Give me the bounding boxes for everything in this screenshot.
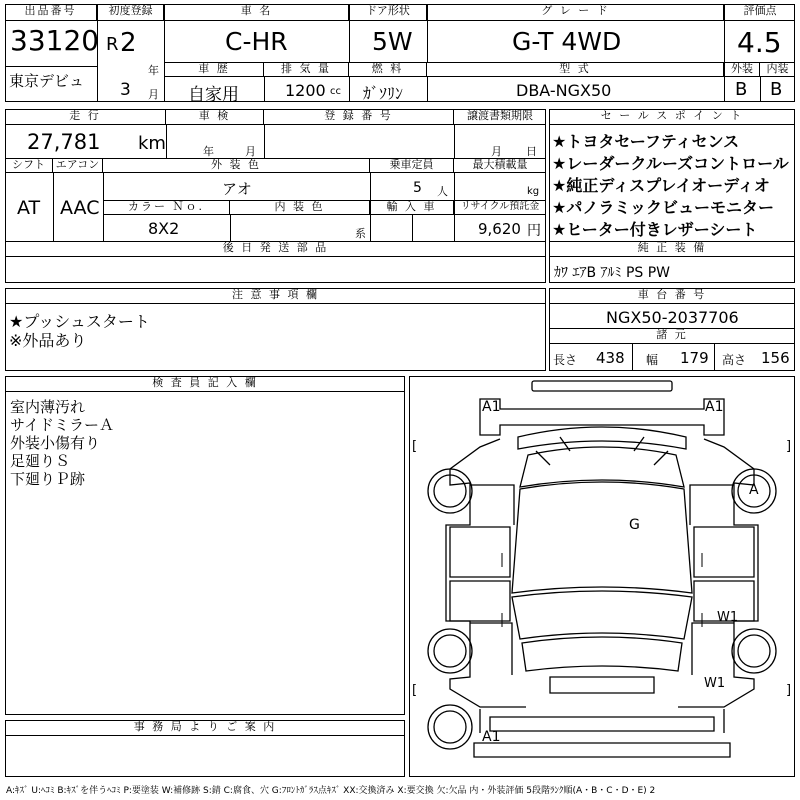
- shift: AT: [17, 197, 41, 219]
- recycle-unit: 円: [527, 223, 541, 239]
- chassis-number: NGX50-2037706: [606, 308, 739, 327]
- bracket-right: ]: [786, 439, 792, 454]
- ac-label: エアコン: [53, 158, 103, 173]
- int-label: 内装: [760, 62, 795, 77]
- capacity-unit: 人: [437, 185, 448, 198]
- sales-point-item: ★ヒーター付きレザーシート: [552, 220, 758, 239]
- ac: AAC: [60, 197, 100, 219]
- inspector-line: 足廻りＳ: [10, 452, 71, 470]
- color-label: 外 装 色: [103, 158, 370, 173]
- displacement: 1200: [285, 81, 326, 100]
- fuel: ｶﾞｿﾘﾝ: [363, 84, 404, 103]
- divider: [230, 215, 231, 241]
- debut-label: 東京デビュ: [9, 72, 85, 90]
- load-unit: kg: [527, 186, 540, 197]
- inspector-label: 検 査 員 記 入 欄: [5, 376, 405, 392]
- ext-label: 外装: [725, 62, 760, 77]
- door: 5W: [372, 27, 413, 56]
- bracket-left: [: [412, 439, 418, 454]
- divider: [349, 77, 350, 102]
- score: 4.5: [737, 26, 782, 59]
- history: 自家用: [188, 85, 239, 105]
- office-label: 事 務 局 よ り ご 案 内: [5, 720, 405, 736]
- mileage: 27,781: [27, 130, 101, 154]
- color-no: 8X2: [148, 219, 180, 238]
- reg-no-label: 登 録 番 号: [264, 109, 454, 125]
- dims-label: 諸 元: [549, 328, 795, 344]
- displacement-unit: cc: [330, 86, 341, 97]
- lot-no: 33120: [10, 24, 100, 57]
- car-diagram-svg: [410, 377, 794, 776]
- transfer-label: 譲渡書類期限: [454, 109, 546, 125]
- divider: [264, 77, 265, 102]
- grade: G-T 4WD: [512, 27, 622, 56]
- divider: [454, 125, 455, 158]
- sales-point-item: ★純正ディスプレイオーディオ: [552, 176, 770, 195]
- sales-point-item: ★パノラミックビューモニター: [552, 198, 775, 217]
- capacity-label: 乗車定員: [370, 158, 454, 173]
- inspection-month-unit: 月: [245, 145, 256, 158]
- shift-label: シフト: [5, 158, 53, 173]
- bracket-right: ]: [786, 683, 792, 698]
- sales-points-label: セ ー ル ス ポ イ ン ト: [549, 109, 795, 125]
- displacement-label: 排 気 量: [264, 62, 349, 77]
- mark-wheel-right: A: [749, 482, 759, 498]
- mark-rear: A1: [482, 729, 501, 745]
- fuel-label: 燃 料: [349, 62, 427, 77]
- divider: [760, 77, 761, 102]
- capacity: 5: [413, 180, 422, 196]
- width-label: 幅: [646, 353, 659, 367]
- divider: [412, 215, 413, 241]
- inspection-year-unit: 年: [203, 145, 214, 158]
- inspector-line: 外装小傷有り: [10, 434, 101, 452]
- chassis-label: 車 台 番 号: [549, 288, 795, 304]
- recycle-label: リサイクル預託金: [454, 200, 546, 215]
- model: DBA-NGX50: [516, 81, 612, 100]
- mileage-label: 走 行: [5, 109, 166, 125]
- int-grade: B: [770, 79, 783, 100]
- int-color-label: 内 装 色: [230, 200, 370, 215]
- later-parts-label: 後 日 発 送 部 品: [5, 241, 546, 257]
- height-label: 高さ: [722, 353, 747, 367]
- grade-label: グ レ ー ド: [428, 4, 724, 21]
- car-name-label: 車 名: [165, 4, 349, 21]
- reg-month: 3: [120, 80, 131, 100]
- mileage-unit: km: [138, 133, 166, 154]
- model-label: 型 式: [427, 62, 724, 77]
- first-reg-label: 初度登録: [98, 4, 164, 21]
- sales-point-item: ★トヨタセーフティセンス: [552, 132, 740, 151]
- transfer-day-unit: 日: [526, 145, 537, 158]
- color-no-label: カラー Ｎｏ.: [103, 200, 230, 215]
- divider: [264, 125, 265, 158]
- mark-front-left: A1: [482, 399, 501, 415]
- legend: A:ｷｽﾞ U:ﾍｺﾐ B:ｷｽﾞを伴うﾍｺﾐ P:要塗装 W:補修跡 S:錆 C:腐食、穴 G:ﾌﾛﾝﾄｶﾞﾗｽ点ｷｽﾞ XX:交換済み X:要交換 欠:欠品 内・外装評価 5段階ﾗﾝｸ順(A・B・C・D・E) 2: [6, 786, 656, 796]
- car-name: C-HR: [225, 27, 288, 56]
- divider: [427, 77, 428, 102]
- reg-year-unit: 年: [148, 64, 159, 77]
- bracket-left: [: [412, 683, 418, 698]
- notes-line: ※外品あり: [9, 331, 87, 350]
- load-label: 最大積載量: [454, 158, 546, 173]
- notes-line: ★プッシュスタート: [9, 312, 150, 331]
- lot-no-label: 出品番号: [5, 4, 97, 21]
- car-diagram: [409, 376, 795, 777]
- reg-month-unit: 月: [148, 88, 159, 101]
- length-label: 長さ: [553, 353, 578, 367]
- recycle: 9,620: [478, 220, 521, 238]
- notes-label: 注 意 事 項 欄: [5, 288, 546, 304]
- score-label: 評価点: [725, 4, 795, 21]
- mark-rear-fender-right: W1: [704, 676, 726, 691]
- width: 179: [680, 349, 709, 367]
- sales-point-item: ★レーダークルーズコントロール: [552, 154, 789, 173]
- equipment-value: ｶﾜ ｴｱB ｱﾙﾐ PS PW: [554, 265, 671, 281]
- history-label: 車 歴: [165, 62, 264, 77]
- divider: [714, 344, 715, 371]
- ext-grade: B: [735, 79, 748, 100]
- height: 156: [761, 349, 790, 367]
- inspection-label: 車 検: [166, 109, 264, 125]
- import-label: 輸 入 車: [370, 200, 454, 215]
- inspector-line: 室内薄汚れ: [10, 398, 86, 416]
- divider: [166, 125, 167, 158]
- divider: [5, 66, 97, 67]
- door-label: ドア形状: [350, 4, 427, 21]
- equipment-label: 純 正 装 備: [549, 241, 795, 257]
- mark-front-right: A1: [705, 399, 724, 415]
- length: 438: [596, 349, 625, 367]
- era: R: [106, 34, 119, 55]
- divider: [632, 344, 633, 371]
- mark-roof: G: [629, 517, 640, 533]
- mark-rear-door-right: W1: [717, 610, 739, 625]
- transfer-month-unit: 月: [491, 145, 502, 158]
- color: アオ: [222, 180, 252, 198]
- divider: [53, 173, 54, 241]
- int-color-unit: 系: [355, 227, 366, 240]
- inspector-line: 下廻りＰ跡: [10, 470, 86, 488]
- inspector-line: サイドミラーＡ: [10, 416, 114, 434]
- reg-year: 2: [120, 28, 137, 58]
